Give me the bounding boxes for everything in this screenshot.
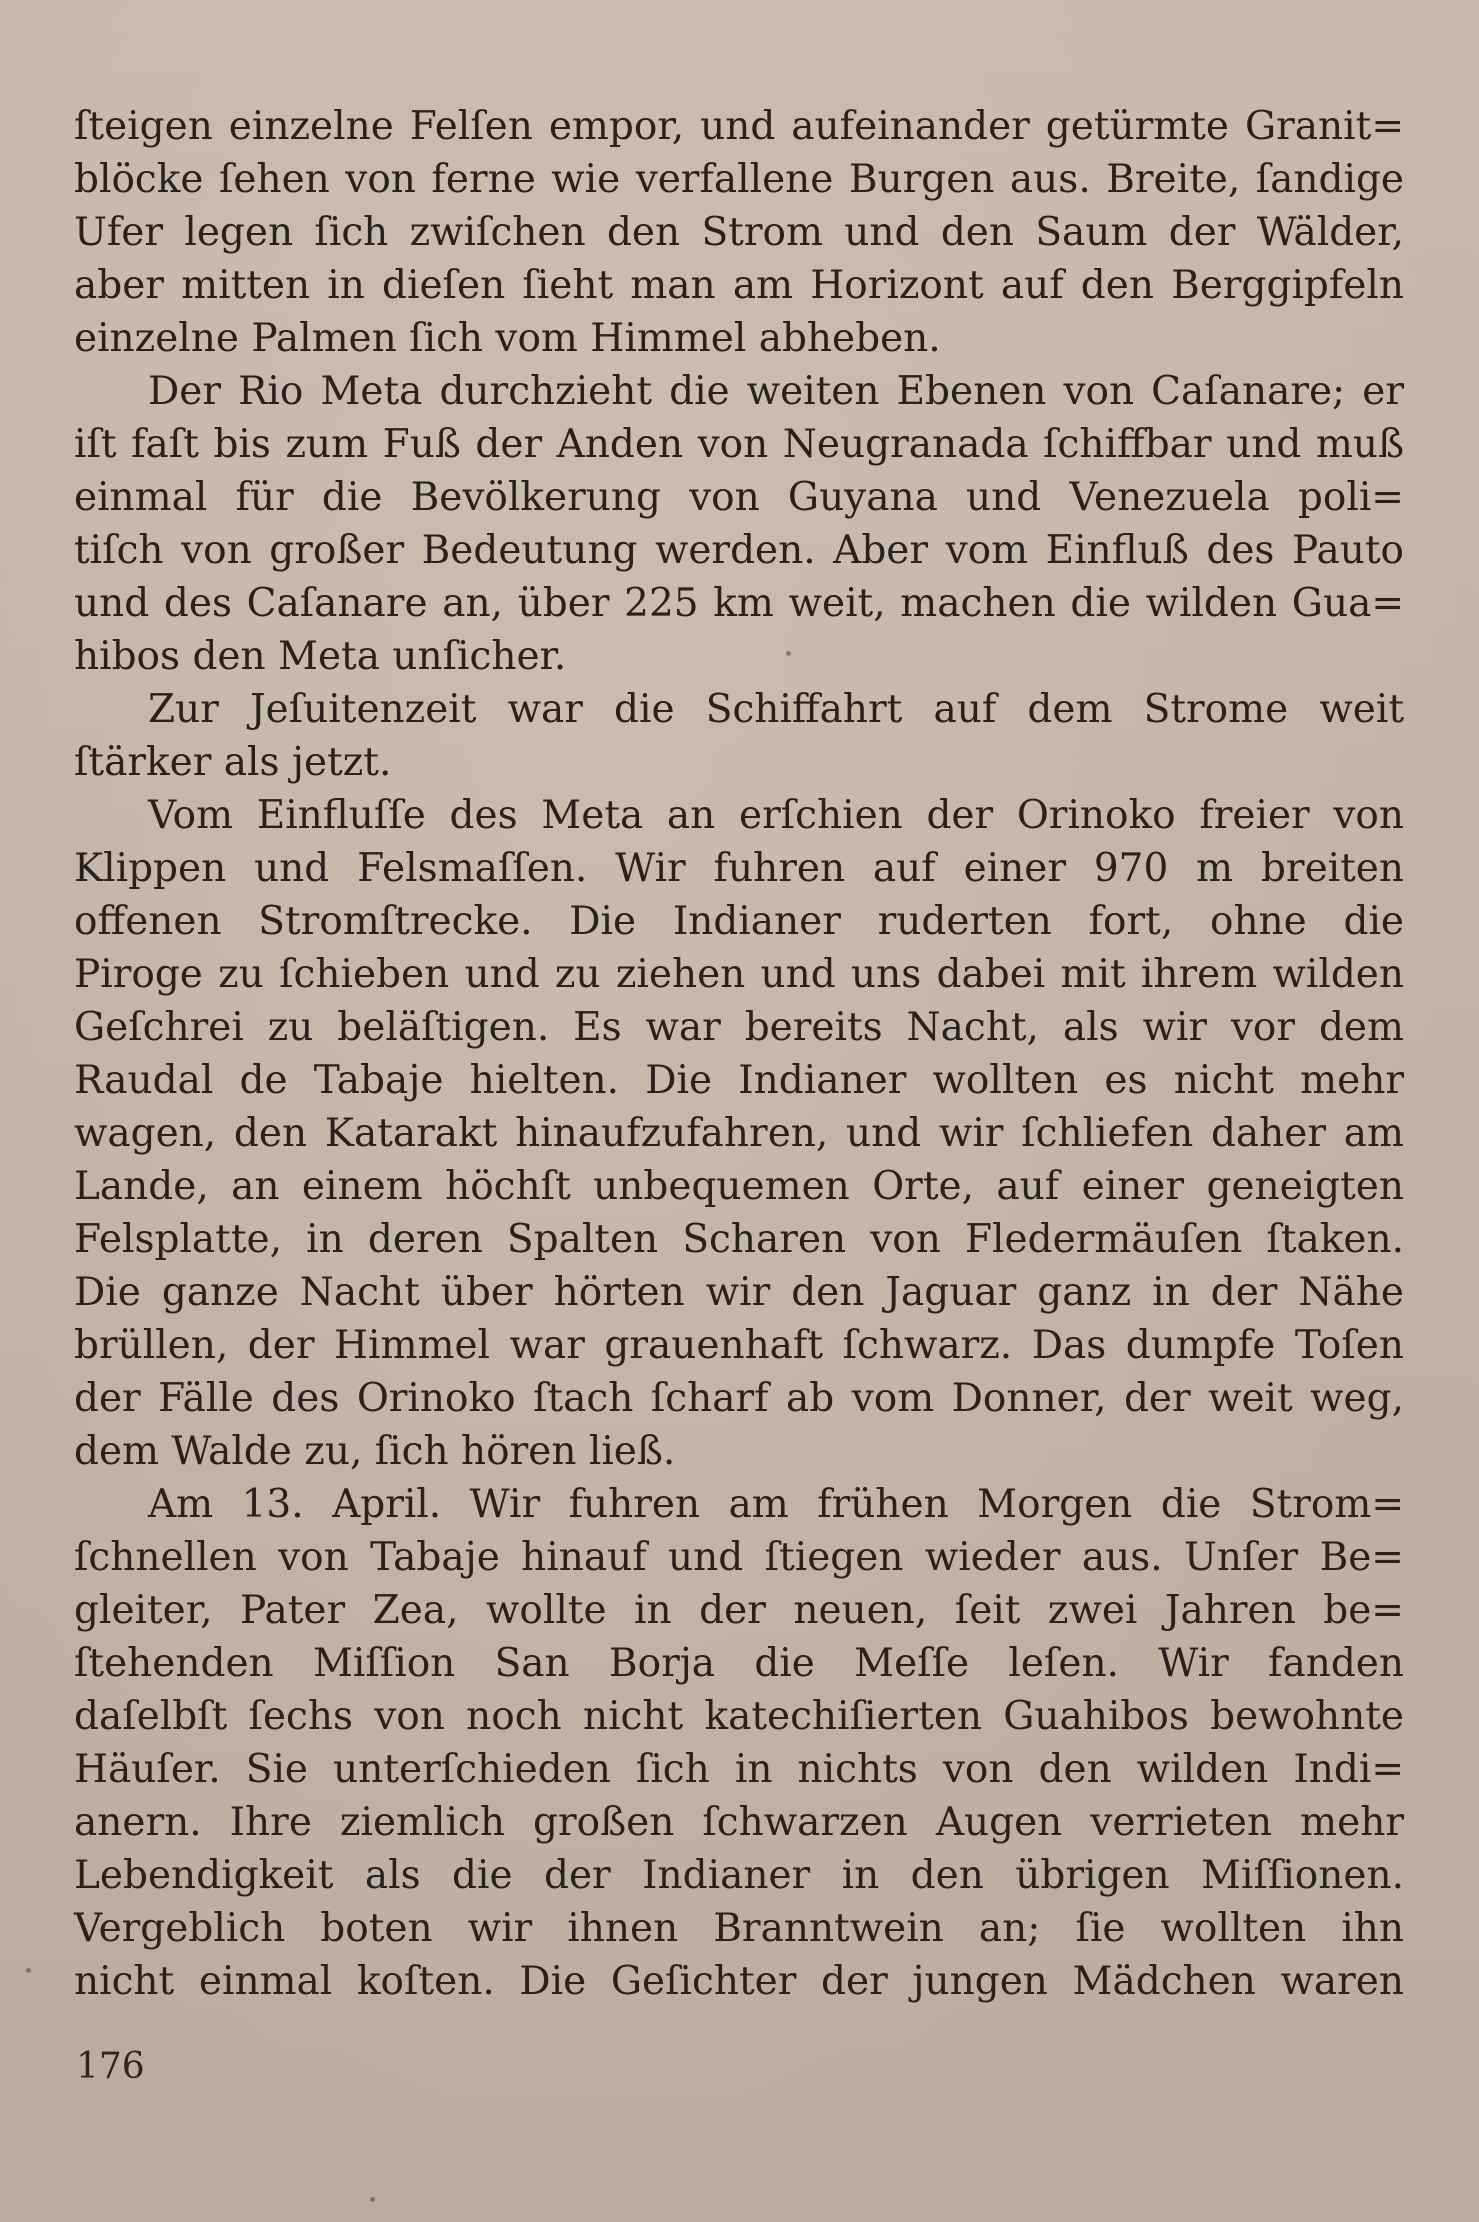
paragraph-start-line: Am 13. April. Wir fuhren am frühen Morgen die Strom=	[148, 1482, 1404, 1527]
text-line: Lande, an einem höchſt unbequemen Orte, auf einer geneigten	[74, 1164, 1404, 1209]
text-line: aber mitten in dieſen ſieht man am Horizont auf den Berggipfeln	[74, 263, 1404, 308]
paragraph-start-line: Zur Jeſuitenzeit war die Schiffahrt auf dem Strome weit	[148, 687, 1404, 732]
text-line: ſchnellen von Tabaje hinauf und ſtiegen wieder aus. Unſer Be=	[74, 1535, 1404, 1580]
text-line: einmal für die Bevölkerung von Guyana und Venezuela poli=	[74, 475, 1404, 520]
text-line: hibos den Meta unſicher.	[74, 634, 567, 679]
text-line: Ufer legen ſich zwiſchen den Strom und den Saum der Wälder,	[74, 210, 1404, 255]
text-line: Die ganze Nacht über hörten wir den Jaguar ganz in der Nähe	[74, 1270, 1404, 1315]
text-line: Piroge zu ſchieben und zu ziehen und uns dabei mit ihrem wilden	[74, 952, 1404, 997]
text-line: Felsplatte, in deren Spalten Scharen von Fledermäuſen ſtaken.	[74, 1217, 1404, 1262]
text-line: offenen Stromſtrecke. Die Indianer ruderten fort, ohne die	[74, 899, 1404, 944]
text-line: Vergeblich boten wir ihnen Branntwein an; ſie wollten ihn	[74, 1906, 1404, 1951]
paragraph-start-line: Vom Einfluſſe des Meta an erſchien der Orinoko freier von	[148, 793, 1404, 838]
paper-speck	[370, 2197, 375, 2202]
text-line: dem Walde zu, ſich hören ließ.	[74, 1429, 676, 1474]
paragraph-start-line: Der Rio Meta durchzieht die weiten Ebenen von Caſanare; er	[148, 369, 1404, 414]
text-line: Geſchrei zu beläſtigen. Es war bereits Nacht, als wir vor dem	[74, 1005, 1404, 1050]
text-line: ſtehenden Miſſion San Borja die Meſſe leſen. Wir fanden	[74, 1641, 1404, 1686]
text-line: iſt faſt bis zum Fuß der Anden von Neugranada ſchiffbar und muß	[74, 422, 1404, 467]
text-line: Häuſer. Sie unterſchieden ſich in nichts von den wilden Indi=	[74, 1747, 1404, 1792]
text-line: nicht einmal koſten. Die Geſichter der jungen Mädchen waren	[74, 1959, 1404, 2004]
text-line: und des Caſanare an, über 225 km weit, machen die wilden Gua=	[74, 581, 1404, 626]
text-line: der Fälle des Orinoko ſtach ſcharf ab vom Donner, der weit weg,	[74, 1376, 1404, 1421]
text-line: Raudal de Tabaje hielten. Die Indianer wollten es nicht mehr	[74, 1058, 1404, 1103]
text-line: Lebendigkeit als die der Indianer in den übrigen Miſſionen.	[74, 1853, 1404, 1898]
text-line: anern. Ihre ziemlich großen ſchwarzen Augen verrieten mehr	[74, 1800, 1404, 1845]
text-line: ſtärker als jetzt.	[74, 740, 392, 785]
text-line: ſteigen einzelne Felſen empor, und aufeinander getürmte Granit=	[74, 104, 1404, 149]
text-line: gleiter, Pater Zea, wollte in der neuen, ſeit zwei Jahren be=	[74, 1588, 1404, 1633]
text-line: Klippen und Felsmaſſen. Wir fuhren auf einer 970 m breiten	[74, 846, 1404, 891]
text-line: einzelne Palmen ſich vom Himmel abheben.	[74, 316, 941, 361]
text-line: blöcke ſehen von ferne wie verfallene Burgen aus. Breite, ſandige	[74, 157, 1404, 202]
text-line: tiſch von großer Bedeutung werden. Aber vom Einfluß des Pauto	[74, 528, 1404, 573]
page-number: 176	[76, 2046, 145, 2087]
paper-speck	[26, 1968, 31, 1973]
text-line: wagen, den Katarakt hinaufzufahren, und wir ſchliefen daher am	[74, 1111, 1404, 1156]
text-line: daſelbſt ſechs von noch nicht katechiſierten Guahibos bewohnte	[74, 1694, 1404, 1739]
text-line: brüllen, der Himmel war grauenhaft ſchwarz. Das dumpfe Toſen	[74, 1323, 1404, 1368]
